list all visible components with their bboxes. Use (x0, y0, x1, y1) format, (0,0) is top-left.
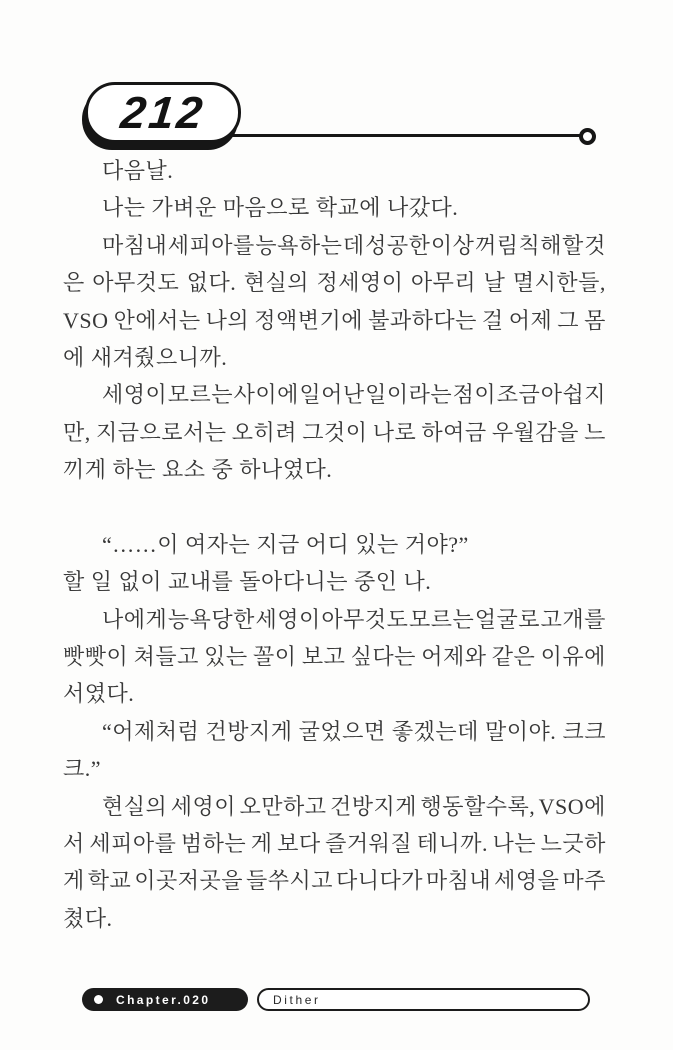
text-line (63, 227, 606, 264)
text-word: 다니다가 (335, 868, 423, 894)
text-word: 안에서는 (113, 307, 201, 333)
text-line (63, 862, 606, 899)
text-word: 마침내 (425, 868, 492, 894)
text-word: 테니까. (416, 831, 488, 857)
chapter-badge (82, 988, 248, 1011)
text-word: 학교 (87, 868, 132, 894)
text-line: 쳤다. (63, 905, 113, 931)
text-word: 이상 (430, 232, 475, 258)
text-word: 꺼림칙해할 (474, 232, 584, 258)
text-word: 현실의 (243, 270, 309, 296)
text-word: 없다. (186, 270, 237, 296)
text-line (63, 414, 606, 451)
text-word: 걸 (481, 307, 504, 333)
text-word: 조금 (496, 382, 541, 408)
bullet-dot-icon (94, 995, 103, 1004)
page-number-badge (85, 82, 241, 143)
text-word: 꼴이 (252, 644, 297, 670)
text-word: 몸 (584, 307, 606, 333)
text-word: 나에게 (102, 606, 168, 632)
text-word: 아쉽지 (540, 382, 606, 408)
text-word: 능욕하는 (255, 232, 343, 258)
text-word: 하여금 (421, 419, 487, 445)
text-line: “……이 여자는 지금 어디 있는 거야?” (102, 531, 469, 557)
text-word: 즐거워질 (325, 831, 413, 857)
text-word: 그 (557, 307, 580, 333)
text-word: 마침내 (102, 232, 168, 258)
text-word: 이유에 (540, 644, 606, 670)
text-line: 나는 가벼운 마음으로 학교에 나갔다. (102, 195, 459, 221)
text-word: 오히려 (231, 419, 297, 445)
text-line: 크.” (63, 756, 102, 782)
text-line: 끼게 하는 요소 중 하나였다. (63, 457, 333, 483)
text-word: 건방지게 (205, 718, 293, 744)
text-word: 세영이 (102, 382, 168, 408)
text-word: 어제와 (421, 644, 487, 670)
header-rule-line (232, 134, 582, 137)
text-word: 보다 (277, 831, 321, 857)
page-number: 212 (118, 87, 208, 138)
text-word: 능욕당한 (167, 606, 255, 632)
text-line (63, 376, 606, 413)
text-word: 고개를 (540, 606, 606, 632)
text-word: 은 (63, 270, 85, 296)
text-word: 얼굴로 (474, 606, 541, 632)
text-word: 마주 (562, 868, 606, 894)
text-word: 정세영이 (316, 270, 404, 296)
text-word: 빳빳이 (63, 644, 129, 670)
text-word: 서 (63, 831, 85, 857)
text-word: 모르는 (408, 606, 475, 632)
text-word: 싶다는 (350, 644, 416, 670)
text-word: VSO (63, 307, 109, 333)
text-word: 말이야. (485, 718, 557, 744)
text-line (63, 264, 606, 301)
text-line (63, 302, 606, 339)
text-line: 다음날. (102, 158, 174, 183)
text-word: “어제처럼 (102, 718, 200, 744)
text-word: 불과하다는 (368, 307, 477, 333)
text-word: 세피아를 (89, 831, 177, 857)
text-word: 느 (584, 419, 606, 445)
text-line (63, 825, 606, 862)
text-word: 느긋하 (540, 831, 606, 857)
text-word: VSO에 (538, 793, 606, 819)
text-line (63, 788, 606, 825)
text-word: 행동할수록, (420, 793, 536, 819)
text-word: 나의 (205, 307, 250, 333)
chapter-label: Chapter.020 (116, 992, 211, 1007)
body-text (63, 152, 606, 937)
text-word: 쳐들고 (133, 644, 199, 670)
text-word: 지금으로서는 (95, 419, 227, 445)
text-word: 세영을 (494, 868, 560, 894)
blank-line (63, 489, 606, 526)
text-word: 것 (584, 232, 606, 258)
text-word: 나로 (372, 419, 417, 445)
text-word: 세영이 (255, 606, 321, 632)
text-word: 성공한 (365, 232, 431, 258)
text-word: 만, (63, 419, 91, 445)
text-word: 일어난 (299, 382, 365, 408)
text-line (63, 601, 606, 638)
text-word: 크크 (562, 718, 606, 744)
text-word: 아무것도 (321, 606, 409, 632)
text-word: 멸시한들, (512, 270, 606, 296)
text-word: 같은 (491, 644, 536, 670)
book-title-badge (257, 988, 590, 1011)
text-word: 일이라는 (365, 382, 453, 408)
text-line: 에 새겨줬으니까. (63, 344, 228, 370)
text-word: 이곳저곳을 (134, 868, 243, 894)
book-title-label: Dither (273, 992, 321, 1007)
text-word: 범하는 (180, 831, 247, 857)
text-line: 서였다. (63, 681, 135, 707)
text-line: 할 일 없이 교내를 돌아다니는 중인 나. (63, 569, 432, 595)
text-word: 어제 (508, 307, 553, 333)
text-line (63, 713, 606, 750)
text-word: 사이에 (233, 382, 299, 408)
text-word: 오만하고 (239, 793, 327, 819)
text-word: 현실의 (102, 793, 168, 819)
text-word: 나는 (492, 831, 537, 857)
text-word: 들쑤시고 (245, 868, 333, 894)
text-word: 날 (483, 270, 506, 296)
text-word: 게 (63, 868, 85, 894)
text-word: 보고 (301, 644, 346, 670)
text-word: 아무리 (410, 270, 477, 296)
text-word: 그것이 (302, 419, 368, 445)
text-word: 데 (342, 232, 365, 258)
text-word: 좋겠는데 (391, 718, 479, 744)
text-word: 게 (250, 831, 273, 857)
text-word: 건방지게 (329, 793, 417, 819)
text-word: 굴었으면 (298, 718, 386, 744)
text-word: 아무것도 (92, 270, 180, 296)
text-word: 세피아를 (167, 232, 255, 258)
text-word: 점이 (452, 382, 497, 408)
text-word: 세영이 (170, 793, 236, 819)
text-line (63, 638, 606, 675)
text-word: 우월감을 (491, 419, 579, 445)
text-word: 정액변기에 (254, 307, 363, 333)
text-word: 모르는 (167, 382, 234, 408)
text-word: 있는 (204, 644, 248, 670)
